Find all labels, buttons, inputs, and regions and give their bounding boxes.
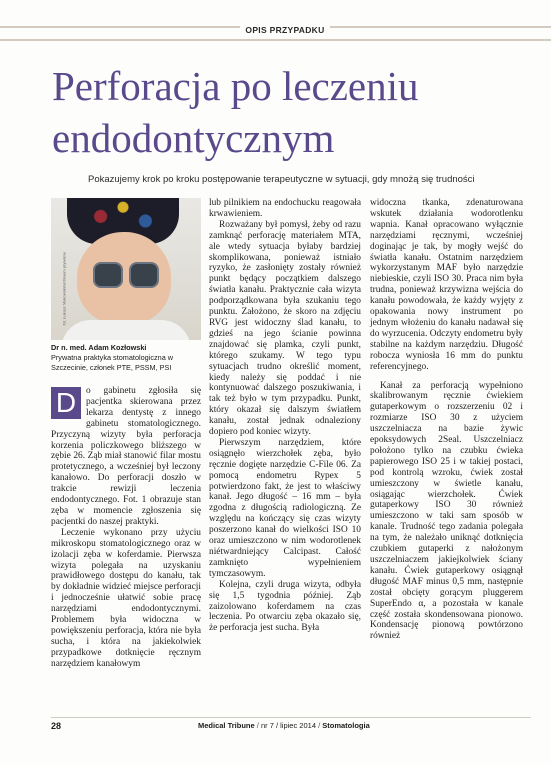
author-caption xyxy=(51,343,201,373)
section-name: Stomatologia xyxy=(322,721,370,730)
paragraph: widoczna tkanka, zdenaturowana wskutek działania wodorotlenku wapnia. Kanał opracowano wyłącznie narzędziami ręcznymi, wcześniej doginając je tak, by mogły wejść do światła kanału. Ostatnim narzędziem wykorzystanym MAF było narzędzie niebieskie, czyli ISO 30. Praca nim była trudna, ponieważ krzywizna wejścia do kanału powodowała, że każdy wyjęty z opakowania nowy instrument po jednym włożeniu do kanału nadawał się do wyrzucenia. Odczyty endometru były stabilne na każdym narzędziu. Długość robocza wyniosła 16 mm do punktu referencyjnego. xyxy=(370,198,523,372)
paragraph: Kanał za perforacją wypełniono skalibrowanym ręcznie ćwiekiem gutaperkowym o rozszerzeniu 02 i rozmiarze ISO 30 z użyciem uszczelniacza na bazie żywic epoksydowych 2Seal. Uszczelniacz położono tylko na czubku ćwieka papierowego ISO 25 i w takiej postaci, pod kontrolą wzroku, ćwiek został umieszczony w świetle kanału, osiągając wierzchołek. Ćwiek gutaperkowy ISO 30 również umieszczono w taki sam sposób w kanale. Trudność tego zadania polegała na tym, że należało uniknąć dotknięcia czubkiem gutaperki z nałożonym uszczelniaczem jakiejkolwiek ściany kanału. Ćwiek gutaperkowy osiągnął długość MAF minus 0,5 mm, następnie został obcięty gorącym pluggerem SuperEndo α, a pozostała w kanale część została skondensowana pionowo. Kondensację pionową powtórzono również xyxy=(370,380,523,642)
page-number: 28 xyxy=(51,721,62,731)
author-affiliation: Prywatna praktyka stomatologiczna w Szczecinie, członek PTE, PSSM, PSI xyxy=(51,353,174,372)
drop-cap: D xyxy=(51,387,81,419)
column-1 xyxy=(51,386,201,670)
column-2 xyxy=(209,198,361,634)
paragraph-text: o gabinetu zgłosiła się pacjentka skierowana przez lekarza dentystę z innego gabinetu stomatologicznego. Przyczyną wizyty była perforacja korzenia policzkowego bliższego w zębie 26. Ząb miał stanowić filar mostu protetycznego, a wcześniej był leczony kanałowo. Do perforacji doszło w trakcie rewizji leczenia endodontycznego. Fot. 1 obrazuje stan zęba w momencie zgłoszenia się pacjentki do naszej praktyki. xyxy=(51,386,201,527)
separator: / xyxy=(316,721,323,730)
author-photo xyxy=(51,198,201,340)
article-title: Perforacja po leczeniu endodontycznym xyxy=(52,63,419,161)
article-subtitle: Pokazujemy krok po kroku postępowanie terapeutyczne w sytuacji, gdy mnożą się trudności xyxy=(88,174,475,185)
footer-source xyxy=(198,721,370,730)
paragraph: Rozważany był pomysł, żeby od razu zamknąć perforację materiałem MTA, ale wtedy sytuacja byłaby bardziej skomplikowana, ponieważ istniało ryzyko, że zasłonięty zostały również punkt będący początkiem dalszego światła kanału. Praktycznie cała wizyta podporządkowana była szukaniu tego punktu. Założono, że skoro na zdjęciu RVG jest widoczny ślad kanału, to gdzieś na jego ścianie powinna znajdować się plamka, czyli punkt, którego szukamy. W tego typu sytuacjach trudno określić moment, kiedy należy się poddać i nie kontynuować dalszego poszukiwania, i tak też było w tym przypadku. Punkt, który okazał się dalszym światłem kanału, został jednak odnaleziony dopiero pod koniec wizyty. xyxy=(209,219,361,438)
paragraph: Kolejna, czyli druga wizyta, odbyła się 1,5 tygodnia później. Ząb zaizolowano koferdamem na czas leczenia. Po otwarciu zęba okazało się, że perforacja jest sucha. Była xyxy=(209,579,361,634)
paragraph: Pierwszym narzędziem, które osiągnęło wierzchołek zęba, było ręcznie dogięte narzędzie C-File 06. Za pomocą endometru Rypex 5 potwierdzono fakt, że jest to właściwy kanał. Jego długość – 16 mm – była zgodna z długością radiologiczną. Ze względu na kończący się czas wizyty poszerzono kanał do wielkości ISO 10 oraz umieszczono w nim wodorotlenek niétwardniejący Calcipast. Całość zamknięto wypełnieniem tymczasowym. xyxy=(209,437,361,579)
section-label: OPIS PRZYPADKU xyxy=(240,21,330,39)
loupe-left-shape xyxy=(93,262,123,288)
separator: / xyxy=(254,721,261,730)
column-3 xyxy=(370,198,523,642)
paragraph: lub pilnikiem na endochucku reagowała krwawieniem. xyxy=(209,198,361,219)
paragraph xyxy=(51,386,201,528)
author-name: Dr n. med. Adam Kozłowski xyxy=(51,343,147,352)
loupe-right-shape xyxy=(129,262,159,288)
paragraph: Leczenie wykonano przy użyciu mikroskopu stomatologicznego oraz w izolacji zęba w koferdamie. Pierwsza wizyta polegała na uzyskaniu prawidłowego dostępu do kanału, tak by dokładnie widzieć miejsce perforacji i jednocześnie ułatwić sobie pracę narzędziami endodontycznymi. Problemem była widoczna w powiększeniu perforacja, która nie była sucha, i która na jakiekolwiek przypadkowe dotknięcie ręcznym narzędziem kanałowym xyxy=(51,527,201,669)
publication-name: Medical Tribune xyxy=(198,721,255,730)
issue-info: nr 7 / lipiec 2014 xyxy=(260,721,316,730)
footer-rule xyxy=(51,717,531,718)
shirt-shape xyxy=(61,320,191,340)
photo-credit: fot. Łukasz Makowski/archiwum prywatne xyxy=(61,251,67,326)
